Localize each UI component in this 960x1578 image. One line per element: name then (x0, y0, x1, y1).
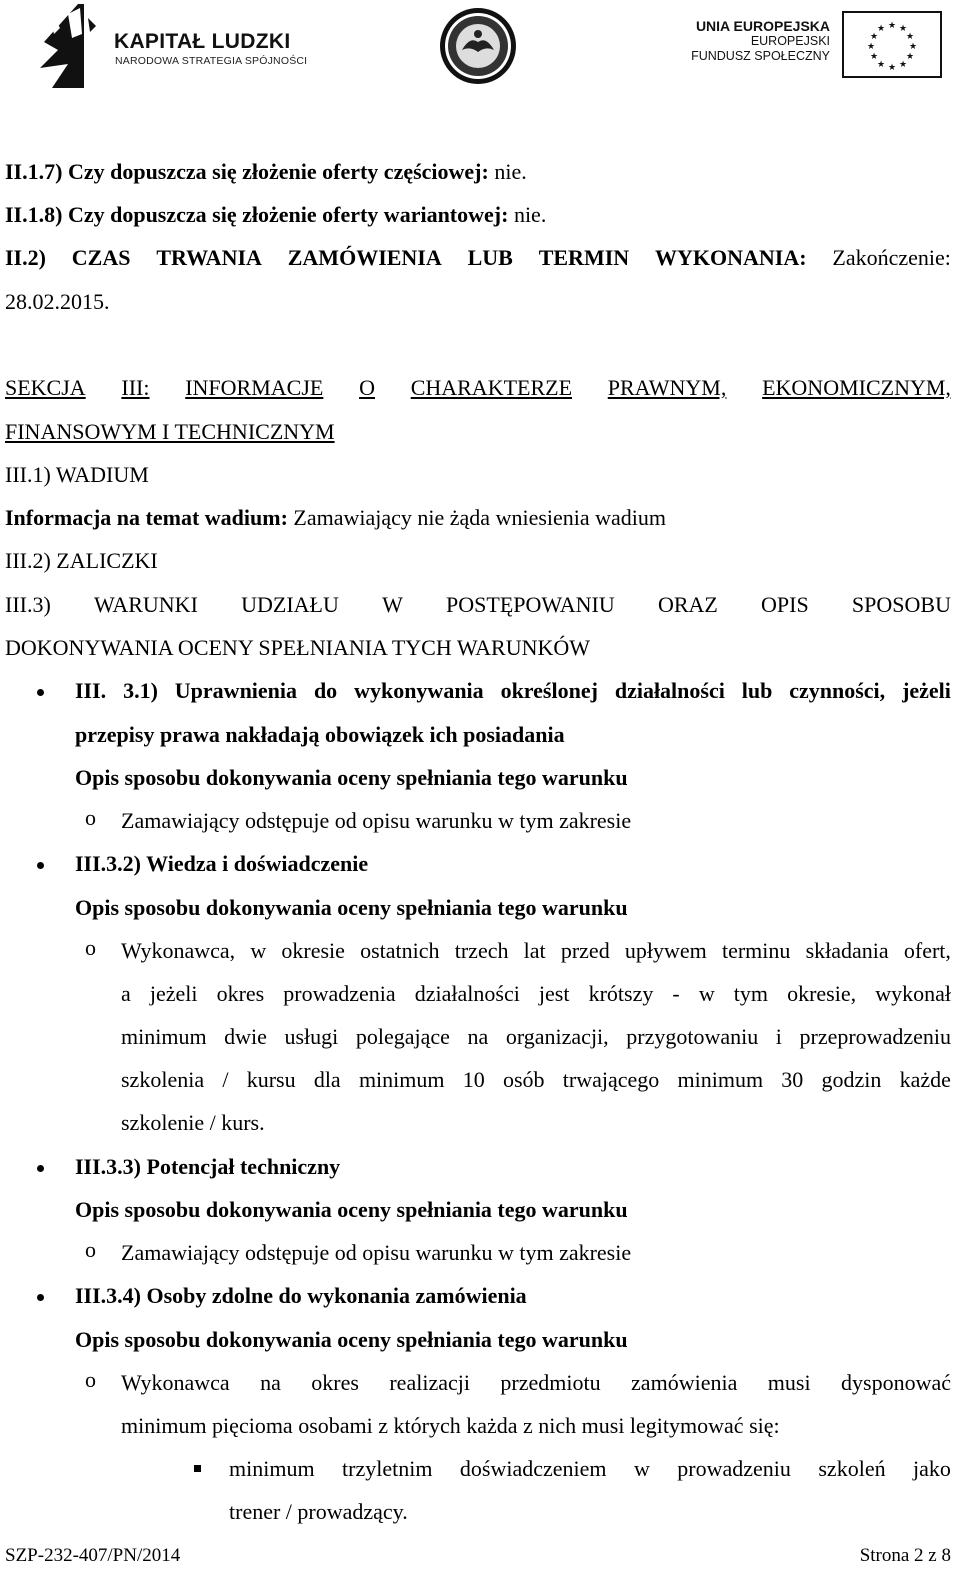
eu-label-line2: EUROPEJSKI (750, 34, 830, 48)
list-sub-item: szkolenie / kurs. (121, 1110, 265, 1135)
emblem-seal-icon (438, 6, 518, 86)
svg-text:★: ★ (905, 52, 915, 62)
opis-label: Opis sposobu dokonywania oceny spełniania tego warunku (75, 895, 628, 920)
svg-text:★: ★ (887, 63, 897, 73)
list-item-title: III.3.2) Wiedza i doświadczenie (75, 851, 369, 876)
svg-text:★: ★ (876, 24, 886, 34)
list-item-title: przepisy prawa nakładają obowiązek ich posiadania (75, 722, 565, 747)
list-sub-item: Wykonawca na okres realizacji przedmiotu zamówienia musi dysponować (121, 1370, 951, 1395)
list-item-title: III. 3.1) Uprawnienia do wykonywania określonej działalności lub czynności, jeżeli (75, 678, 951, 703)
subsection-heading: III.3) WARUNKI UDZIAŁU W POSTĘPOWANIU ORAZ OPIS SPOSOBU (5, 592, 951, 617)
list-sub-sub-item: trener / prowadzący. (229, 1499, 408, 1524)
eu-label (691, 18, 830, 64)
bullet-icon (37, 862, 44, 869)
svg-text:★: ★ (887, 21, 897, 31)
circle-bullet-icon: o (85, 805, 96, 830)
page-footer (5, 1545, 951, 1575)
svg-text:★: ★ (898, 60, 908, 70)
kapital-ludzki-logo (38, 4, 100, 88)
bullet-icon (37, 689, 44, 696)
eu-label-line1: UNIA EUROPEJSKA (695, 18, 830, 34)
square-bullet-icon (194, 1465, 201, 1472)
bullet-icon (37, 1165, 44, 1172)
text-line: II.1.8) Czy dopuszcza się złożenie oferty wariantowej: nie. (5, 202, 547, 227)
section-heading: SEKCJA III: INFORMACJE O CHARAKTERZE PRAWNYM, EKONOMICZNYM, (5, 375, 951, 400)
svg-text:★: ★ (876, 60, 886, 70)
page-header (0, 0, 960, 96)
list-sub-item: szkolenia / kursu dla minimum 10 osób trwającego minimum 30 godzin każde (121, 1067, 951, 1092)
kapital-ludzki-title: KAPITAŁ LUDZKI (114, 30, 291, 53)
svg-text:★: ★ (905, 32, 915, 42)
eu-flag-icon (842, 11, 942, 78)
text-line: 28.02.2015. (5, 289, 110, 314)
list-sub-item: minimum pięcioma osobami z których każda z nich musi legitymować się: (121, 1413, 780, 1438)
subsection-heading: III.2) ZALICZKI (5, 548, 158, 573)
list-sub-item: minimum dwie usługi polegające na organizacji, przygotowaniu i przeprowadzeniu (121, 1024, 951, 1049)
circle-bullet-icon: o (85, 935, 96, 960)
svg-text:★: ★ (869, 52, 879, 62)
kapital-ludzki-subtitle: NARODOWA STRATEGIA SPÓJNOŚCI (115, 55, 308, 67)
opis-label: Opis sposobu dokonywania oceny spełniania tego warunku (75, 1197, 628, 1222)
circle-bullet-icon: o (85, 1237, 96, 1262)
section-heading: FINANSOWYM I TECHNICZNYM (5, 419, 335, 444)
svg-text:★: ★ (908, 42, 918, 52)
list-item-title: III.3.4) Osoby zdolne do wykonania zamówienia (75, 1283, 527, 1308)
text-line: Informacja na temat wadium: Zamawiający nie żąda wniesienia wadium (5, 505, 667, 530)
subsection-heading: DOKONYWANIA OCENY SPEŁNIANIA TYCH WARUNKÓW (5, 635, 591, 660)
svg-text:★: ★ (869, 32, 879, 42)
list-sub-sub-item: minimum trzyletnim doświadczeniem w prowadzeniu szkoleń jako (229, 1456, 951, 1481)
circle-bullet-icon: o (85, 1367, 96, 1392)
svg-text:★: ★ (866, 42, 876, 52)
eu-label-line3: FUNDUSZ SPOŁECZNY (691, 49, 830, 63)
text-line: II.2) CZAS TRWANIA ZAMÓWIENIA LUB TERMIN WYKONANIA: Zakończenie: (5, 245, 951, 270)
bullet-icon (37, 1294, 44, 1301)
document-number: SZP-232-407/PN/2014 (5, 1545, 181, 1566)
list-sub-item: Wykonawca, w okresie ostatnich trzech lat przed upływem terminu składania ofert, (121, 938, 951, 963)
text-line: II.1.7) Czy dopuszcza się złożenie oferty częściowej: nie. (5, 159, 527, 184)
list-sub-item: Zamawiający odstępuje od opisu warunku w tym zakresie (121, 808, 632, 833)
svg-text:★: ★ (898, 24, 908, 34)
opis-label: Opis sposobu dokonywania oceny spełniania tego warunku (75, 765, 628, 790)
list-item-title: III.3.3) Potencjał techniczny (75, 1154, 341, 1179)
list-sub-item: Zamawiający odstępuje od opisu warunku w tym zakresie (121, 1240, 632, 1265)
page-number: Strona 2 z 8 (859, 1545, 951, 1566)
subsection-heading: III.1) WADIUM (5, 462, 149, 487)
list-sub-item: a jeżeli okres prowadzenia działalności jest krótszy - w tym okresie, wykonał (121, 981, 951, 1006)
opis-label: Opis sposobu dokonywania oceny spełniania tego warunku (75, 1327, 628, 1352)
